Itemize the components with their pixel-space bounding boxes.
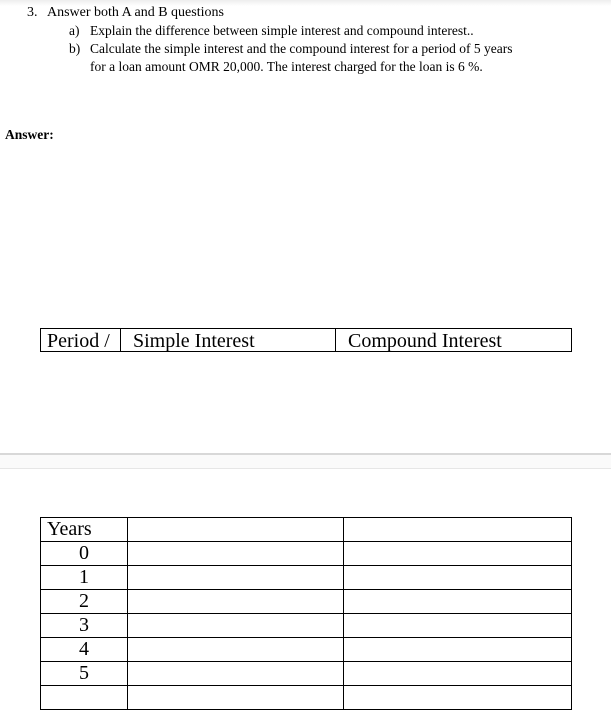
table-row: [41, 542, 572, 566]
interest-table: [40, 517, 572, 710]
period-header: Period /: [41, 329, 121, 351]
table-row: [41, 686, 572, 710]
part-b-label: b): [69, 41, 81, 56]
part-a-label: a): [69, 23, 80, 38]
simple-interest-cell[interactable]: [128, 638, 344, 662]
question-number: 3.: [27, 5, 38, 20]
year-cell: 4: [41, 638, 128, 662]
compound-interest-header: Compound Interest: [348, 330, 502, 351]
question-title: Answer both A and B questions: [47, 5, 224, 20]
table-row: [41, 638, 572, 662]
answer-label: Answer:: [5, 127, 54, 142]
part-b-text-line2: for a loan amount OMR 20,000. The interest charged for the loan is 6 %.: [90, 59, 483, 74]
simple-interest-cell[interactable]: [128, 614, 344, 638]
simple-interest-cell[interactable]: [128, 662, 344, 686]
compound-interest-cell[interactable]: [344, 566, 572, 590]
simple-interest-cell[interactable]: [128, 566, 344, 590]
table-row: [41, 662, 572, 686]
compound-interest-cell[interactable]: [344, 614, 572, 638]
table-row: [41, 614, 572, 638]
year-cell: 2: [41, 590, 128, 614]
simple-interest-cell[interactable]: [128, 542, 344, 566]
empty-year-cell[interactable]: [41, 686, 128, 710]
table-row: [41, 518, 572, 542]
compound-interest-cell[interactable]: [344, 590, 572, 614]
compound-interest-cell[interactable]: [344, 662, 572, 686]
simple-interest-header: Simple Interest: [121, 329, 336, 351]
compound-interest-cell[interactable]: [344, 542, 572, 566]
part-a-text: Explain the difference between simple interest and compound interest..: [90, 23, 474, 38]
table-row: [41, 566, 572, 590]
part-b-text-line1: Calculate the simple interest and the compound interest for a period of 5 years: [90, 41, 513, 56]
page-break: [0, 453, 611, 469]
simple-interest-cell[interactable]: [128, 518, 344, 542]
simple-interest-cell[interactable]: [128, 686, 344, 710]
compound-interest-cell[interactable]: [344, 686, 572, 710]
compound-interest-cell[interactable]: [344, 518, 572, 542]
years-header: Years: [41, 518, 128, 542]
compound-interest-cell[interactable]: [344, 638, 572, 662]
year-cell: 5: [41, 662, 128, 686]
year-cell: 0: [41, 542, 128, 566]
table-row: [41, 590, 572, 614]
interest-header-table: [40, 328, 572, 352]
simple-interest-cell[interactable]: [128, 590, 344, 614]
year-cell: 3: [41, 614, 128, 638]
year-cell: 1: [41, 566, 128, 590]
